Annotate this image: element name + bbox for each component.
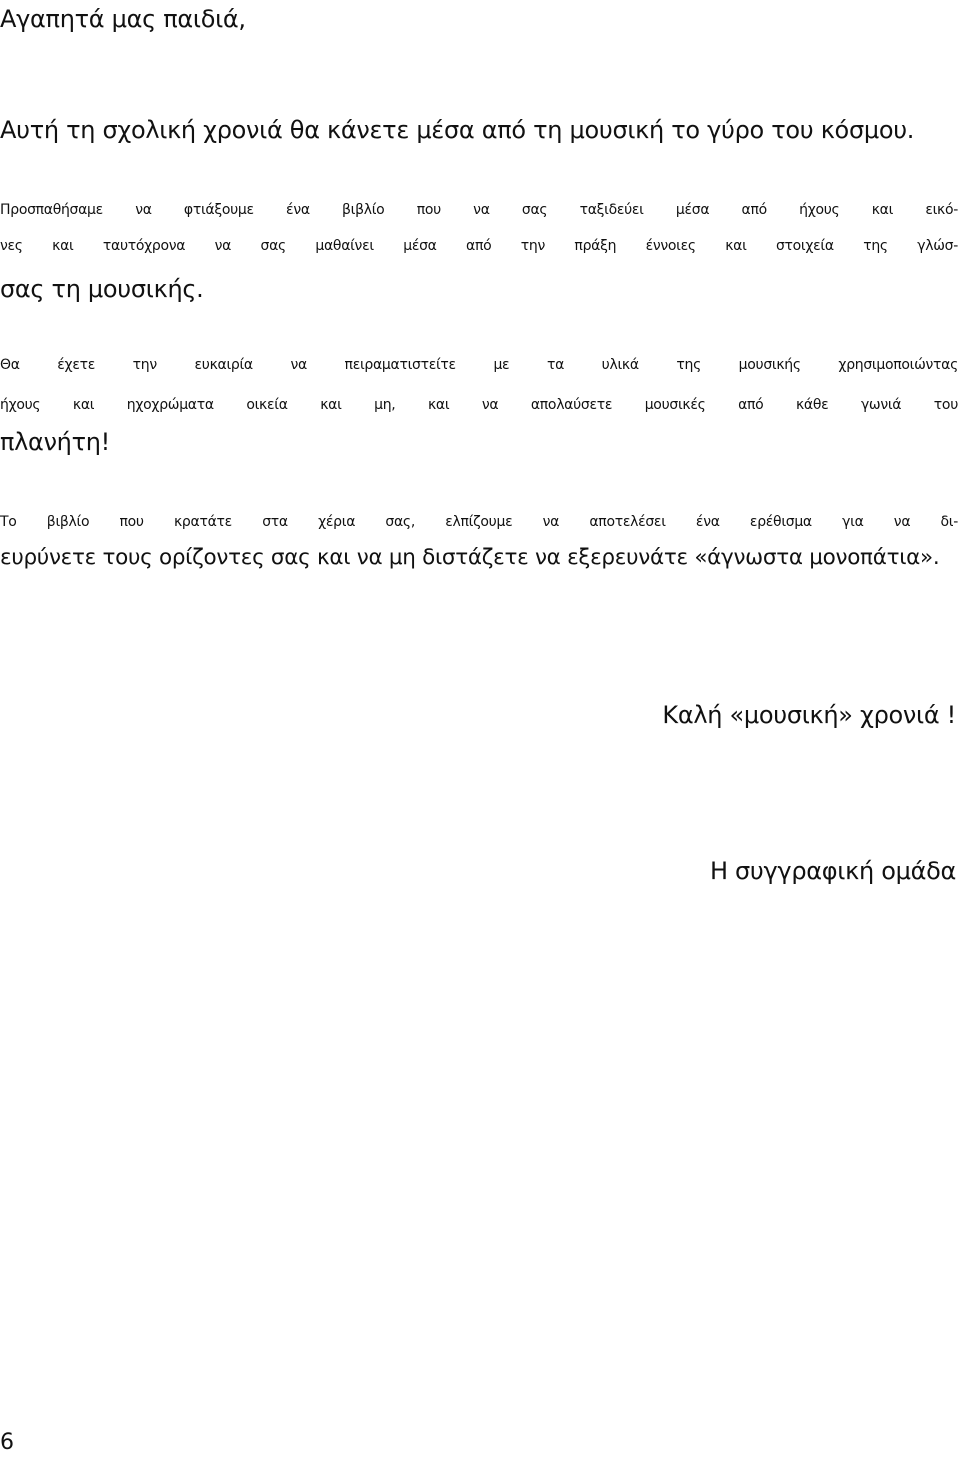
paragraph-1-line-1: Αυτή τη σχολική χρονιά θα κάνετε μέσα από τη μουσική το γύρο του κόσμου.	[0, 116, 915, 144]
greeting: Αγαπητά μας παιδιά,	[0, 5, 246, 33]
paragraph-2-line-2: νες και ταυτόχρονα να σας μαθαίνει μέσα από την πράξη έννοιες και στοιχεία της γλώσ-	[0, 238, 958, 254]
paragraph-3-line-2: ήχους και ηχοχρώματα οικεία και μη, και να απολαύσετε μουσικές από κάθε γωνιά του	[0, 397, 958, 413]
closing-wish: Καλή «μουσική» χρονιά !	[662, 701, 956, 729]
paragraph-2-line-3: σας τη μουσικής.	[0, 275, 204, 303]
paragraph-3-line-1: Θα έχετε την ευκαιρία να πειραματιστείτε με τα υλικά της μουσικής χρησιμοποιώντας	[0, 357, 958, 373]
paragraph-4-line-2: ευρύνετε τους ορίζοντες σας και να μη διστάζετε να εξερευνάτε «άγνωστα μονοπάτια».	[0, 545, 940, 570]
signature: Η συγγραφική ομάδα	[709, 857, 956, 885]
paragraph-2-line-1: Προσπαθήσαμε να φτιάξουμε ένα βιβλίο που να σας ταξιδεύει μέσα από ήχους και εικό-	[0, 202, 958, 218]
paragraph-3-line-3: πλανήτη!	[0, 428, 110, 456]
page-number: 6	[0, 1430, 14, 1455]
paragraph-4-line-1: Το βιβλίο που κρατάτε στα χέρια σας, ελπίζουμε να αποτελέσει ένα ερέθισμα για να δι-	[0, 514, 958, 530]
